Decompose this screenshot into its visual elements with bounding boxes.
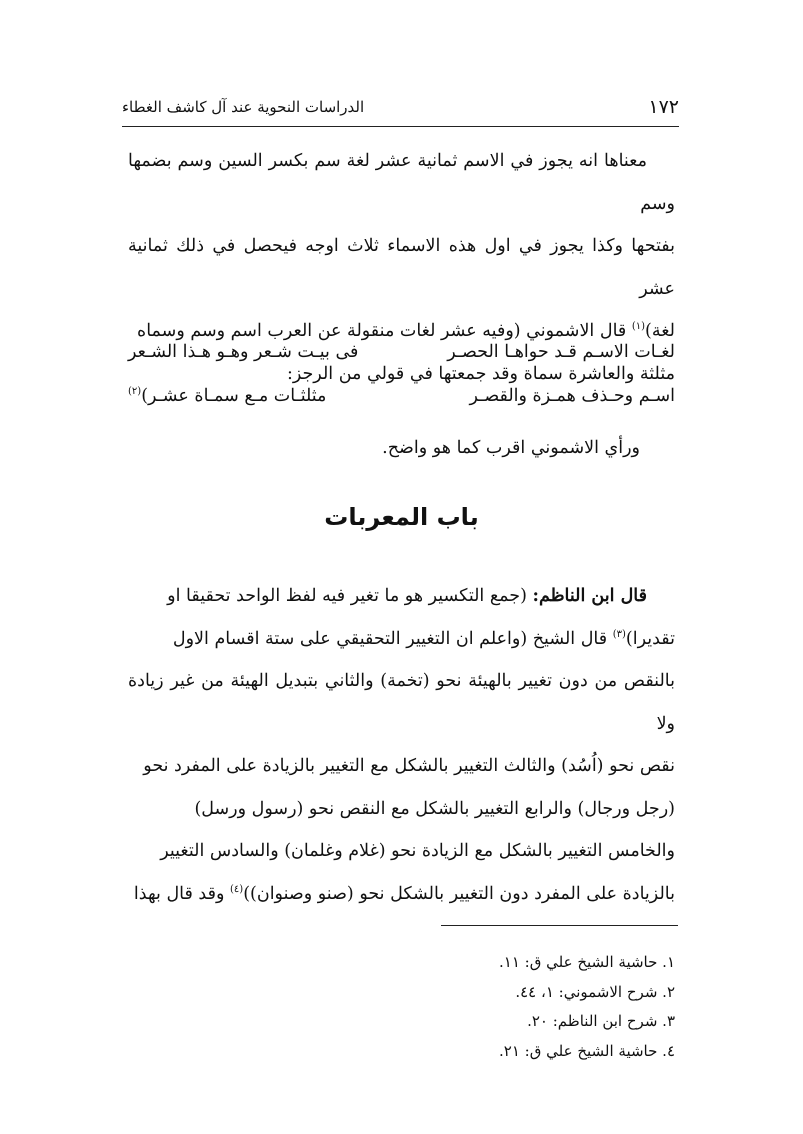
footnote-4: ٤. حاشية الشيخ علي ق: ٢١. bbox=[499, 1041, 675, 1060]
verse-line-2 bbox=[128, 386, 675, 420]
footnote-1: ١. حاشية الشيخ علي ق: ١١. bbox=[499, 953, 675, 971]
line-7-start: بالزيادة على المفرد دون التغيير بالشكل نحو (صنو وصنوان)) bbox=[243, 883, 675, 904]
footnote-ref-1[interactable]: (١) bbox=[631, 321, 646, 333]
footnote-ref-4[interactable]: (٤) bbox=[230, 883, 244, 895]
paragraph-2-line-6: والخامس التغيير بالشكل مع الزيادة نحو (غلام وغلمان) والسادس التغيير bbox=[160, 841, 675, 861]
page-header bbox=[122, 92, 679, 128]
running-title: الدراسات النحوية عند آل كاشف الغطاء bbox=[122, 98, 365, 116]
footnote-ref-2[interactable]: (٢) bbox=[128, 386, 142, 398]
paragraph-2-line-1-rest: (جمع التكسير هو ما تغير فيه لفظ الواحد تحقيقا او bbox=[167, 586, 533, 606]
paragraph-2-line-5: (رجل ورجال) والرابع التغيير بالشكل مع النقص نحو (رسول ورسل) bbox=[194, 798, 675, 819]
verse-2-second-hemistich bbox=[128, 386, 326, 406]
paragraph-1-line-1: معناها انه يجوز في الاسم ثمانية عشر لغة سم بكسر السين وسم بضمها وسم bbox=[128, 151, 675, 214]
line-3-start: لغة) bbox=[645, 321, 675, 341]
paragraph-2-line-7 bbox=[128, 873, 675, 916]
footnote-3: ٣. شرح ابن الناظم: ٢٠. bbox=[527, 1012, 675, 1030]
paragraph-2 bbox=[128, 575, 675, 915]
verse-line-1 bbox=[128, 342, 675, 376]
lead-phrase: قال ابن الناظم: bbox=[532, 586, 647, 606]
verse-1-first-hemistich: لغـات الاسـم قـد حواهـا الحصـر bbox=[447, 342, 675, 362]
paragraph-1-line-4: مثلثة والعاشرة سماة وقد جمعتها في قولي من الرجز: bbox=[286, 363, 675, 384]
paragraph-2-line-3: بالنقص من دون تغيير بالهيئة نحو (تخمة) والثاني بتبديل الهيئة من غير زيادة ولا bbox=[128, 671, 675, 734]
section-title: باب المعربات bbox=[324, 503, 479, 531]
header-rule bbox=[122, 126, 679, 127]
verse-2-second-text: مثلثـات مـع سمـاة عشـر) bbox=[141, 386, 327, 406]
line-7-rest: وقد قال بهذا bbox=[133, 883, 230, 904]
footnote-2: ٢. شرح الاشموني: ١، ٤٤. bbox=[515, 982, 675, 1001]
paragraph-2-line-1 bbox=[128, 575, 675, 618]
footnote-ref-3[interactable]: (٣) bbox=[612, 628, 626, 640]
paragraph-1-line-2: بفتحها وكذا يجوز في اول هذه الاسماء ثلاث اوجه فيحصل في ذلك ثمانية عشر bbox=[128, 236, 675, 299]
footnote-rule bbox=[441, 925, 678, 926]
paragraph-2-line-2 bbox=[128, 618, 675, 661]
line-2-start: تقديرا) bbox=[625, 628, 675, 649]
conclusion-line: ورأي الاشموني اقرب كما هو واضح. bbox=[382, 438, 640, 458]
line-2-rest: قال الشيخ (واعلم ان التغيير التحقيقي على ستة اقسام الاول bbox=[172, 628, 613, 649]
paragraph-2-line-4: نقص نحو (اُسُد) والثالث التغيير بالشكل مع التغيير بالزيادة على المفرد نحو bbox=[143, 756, 675, 776]
page-number: ١٧٢ bbox=[648, 96, 679, 118]
line-3-rest: قال الاشموني (وفيه عشر لغات منقولة عن العرب اسم وسم وسماه bbox=[137, 321, 632, 341]
footnotes-list bbox=[499, 948, 675, 1066]
verse-2-first-hemistich: اسـم وحـذف همـزة والقصـر bbox=[469, 386, 675, 406]
verse-1-second-hemistich: فى بيـت شـعر وهـو هـذا الشـعر bbox=[128, 342, 359, 362]
